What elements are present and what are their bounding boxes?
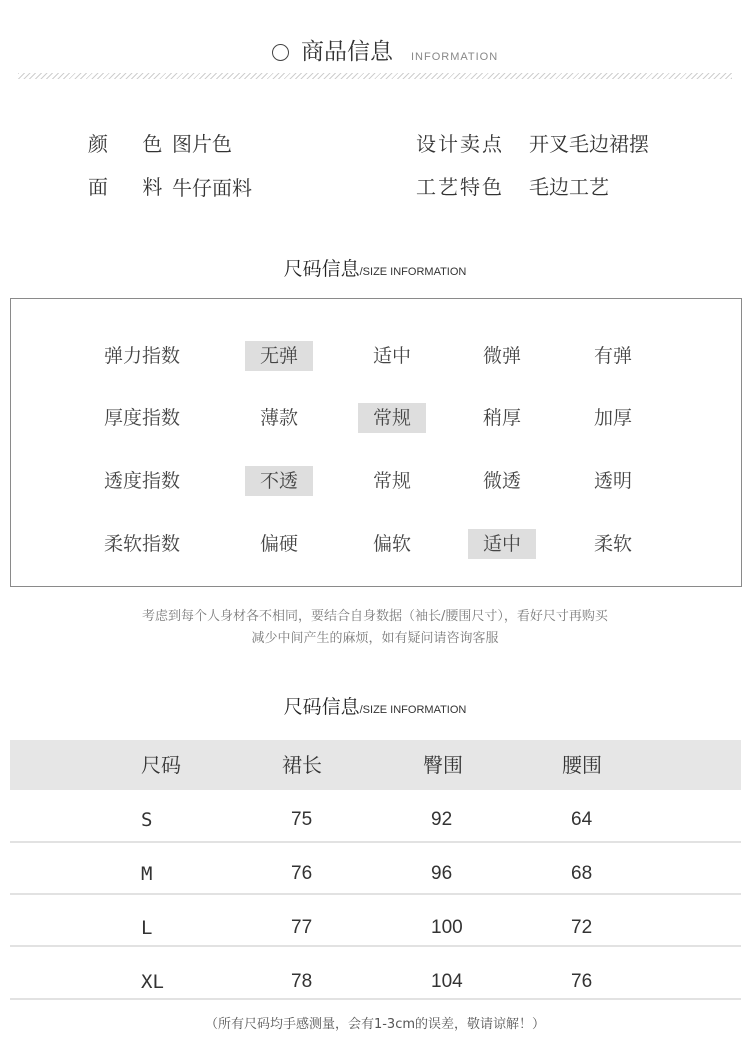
index-row-label: 厚度指数 — [104, 407, 181, 429]
table-cell: 96 — [431, 863, 453, 884]
size-title: 尺码信息 — [283, 696, 360, 718]
table-cell: 64 — [571, 809, 593, 830]
table-row — [10, 794, 741, 846]
index-subtitle: /SIZE INFORMATION — [359, 266, 467, 278]
craft-label: 工艺特色 — [416, 175, 504, 199]
row-divider — [10, 841, 741, 843]
column-header: 裙长 — [282, 753, 322, 777]
index-option: 微透 — [482, 470, 521, 492]
index-option: 加厚 — [593, 407, 632, 429]
index-row-label: 柔软指数 — [104, 533, 181, 555]
size-label-cell: L — [141, 917, 153, 939]
index-row — [11, 403, 741, 437]
index-option: 适中 — [372, 345, 411, 367]
page-title: 商品信息 — [301, 39, 393, 65]
column-header: 腰围 — [562, 753, 602, 777]
row-divider — [10, 998, 741, 1000]
index-section-title — [0, 254, 750, 281]
row-divider — [10, 893, 741, 895]
circle-icon — [272, 44, 289, 61]
index-option: 柔软 — [593, 533, 632, 555]
size-label-cell: M — [141, 863, 153, 885]
size-table-header — [10, 740, 741, 790]
column-header: 臀围 — [423, 753, 463, 777]
table-cell: 72 — [571, 917, 593, 938]
index-table — [10, 298, 742, 587]
measurement-note: （所有尺码均手感测量，会有1-3cm的误差，敬请谅解！） — [204, 1017, 546, 1032]
index-row — [11, 466, 741, 500]
hatched-divider — [18, 73, 732, 79]
index-option: 有弹 — [593, 345, 632, 367]
size-section-title — [0, 692, 750, 719]
index-title: 尺码信息 — [283, 258, 360, 280]
size-label-cell: XL — [141, 971, 164, 993]
size-label-cell: S — [141, 809, 153, 831]
size-advice-line2: 减少中间产生的麻烦，如有疑问请咨询客服 — [251, 631, 499, 646]
index-row — [11, 529, 741, 563]
color-value: 图片色 — [172, 132, 232, 156]
fabric-value: 牛仔面料 — [172, 176, 252, 200]
size-subtitle: /SIZE INFORMATION — [359, 704, 467, 716]
index-row-label: 弹力指数 — [104, 345, 181, 367]
index-row-label: 透度指数 — [104, 470, 181, 492]
table-cell: 104 — [431, 971, 463, 992]
column-header: 尺码 — [141, 753, 181, 777]
table-cell: 100 — [431, 917, 463, 938]
index-option-selected: 常规 — [358, 403, 426, 433]
index-option-selected: 适中 — [468, 529, 536, 559]
index-option: 薄款 — [259, 407, 298, 429]
table-row — [10, 956, 741, 1008]
index-option: 偏硬 — [259, 533, 298, 555]
table-cell: 77 — [291, 917, 313, 938]
design-value: 开叉毛边裙摆 — [529, 132, 649, 156]
table-cell: 68 — [571, 863, 593, 884]
size-advice-line1: 考虑到每个人身材各不相同，要结合自身数据（袖长/腰围尺寸），看好尺寸再购买 — [142, 609, 608, 624]
index-option: 稍厚 — [482, 407, 521, 429]
index-option: 偏软 — [372, 533, 411, 555]
index-option: 微弹 — [482, 345, 521, 367]
section-header — [0, 36, 750, 70]
fabric-label: 面 料 — [88, 175, 177, 199]
row-divider — [10, 945, 741, 947]
index-option-selected: 无弹 — [245, 341, 313, 371]
index-option: 常规 — [372, 470, 411, 492]
index-row — [11, 341, 741, 375]
table-cell: 76 — [571, 971, 593, 992]
index-option: 透明 — [593, 470, 632, 492]
page-subtitle: INFORMATION — [411, 51, 499, 63]
table-cell: 76 — [291, 863, 313, 884]
design-label: 设计卖点 — [416, 132, 504, 156]
craft-value: 毛边工艺 — [529, 175, 609, 199]
table-cell: 78 — [291, 971, 313, 992]
table-cell: 75 — [291, 809, 313, 830]
color-label: 颜 色 — [88, 132, 177, 156]
index-option-selected: 不透 — [245, 466, 313, 496]
table-cell: 92 — [431, 809, 453, 830]
